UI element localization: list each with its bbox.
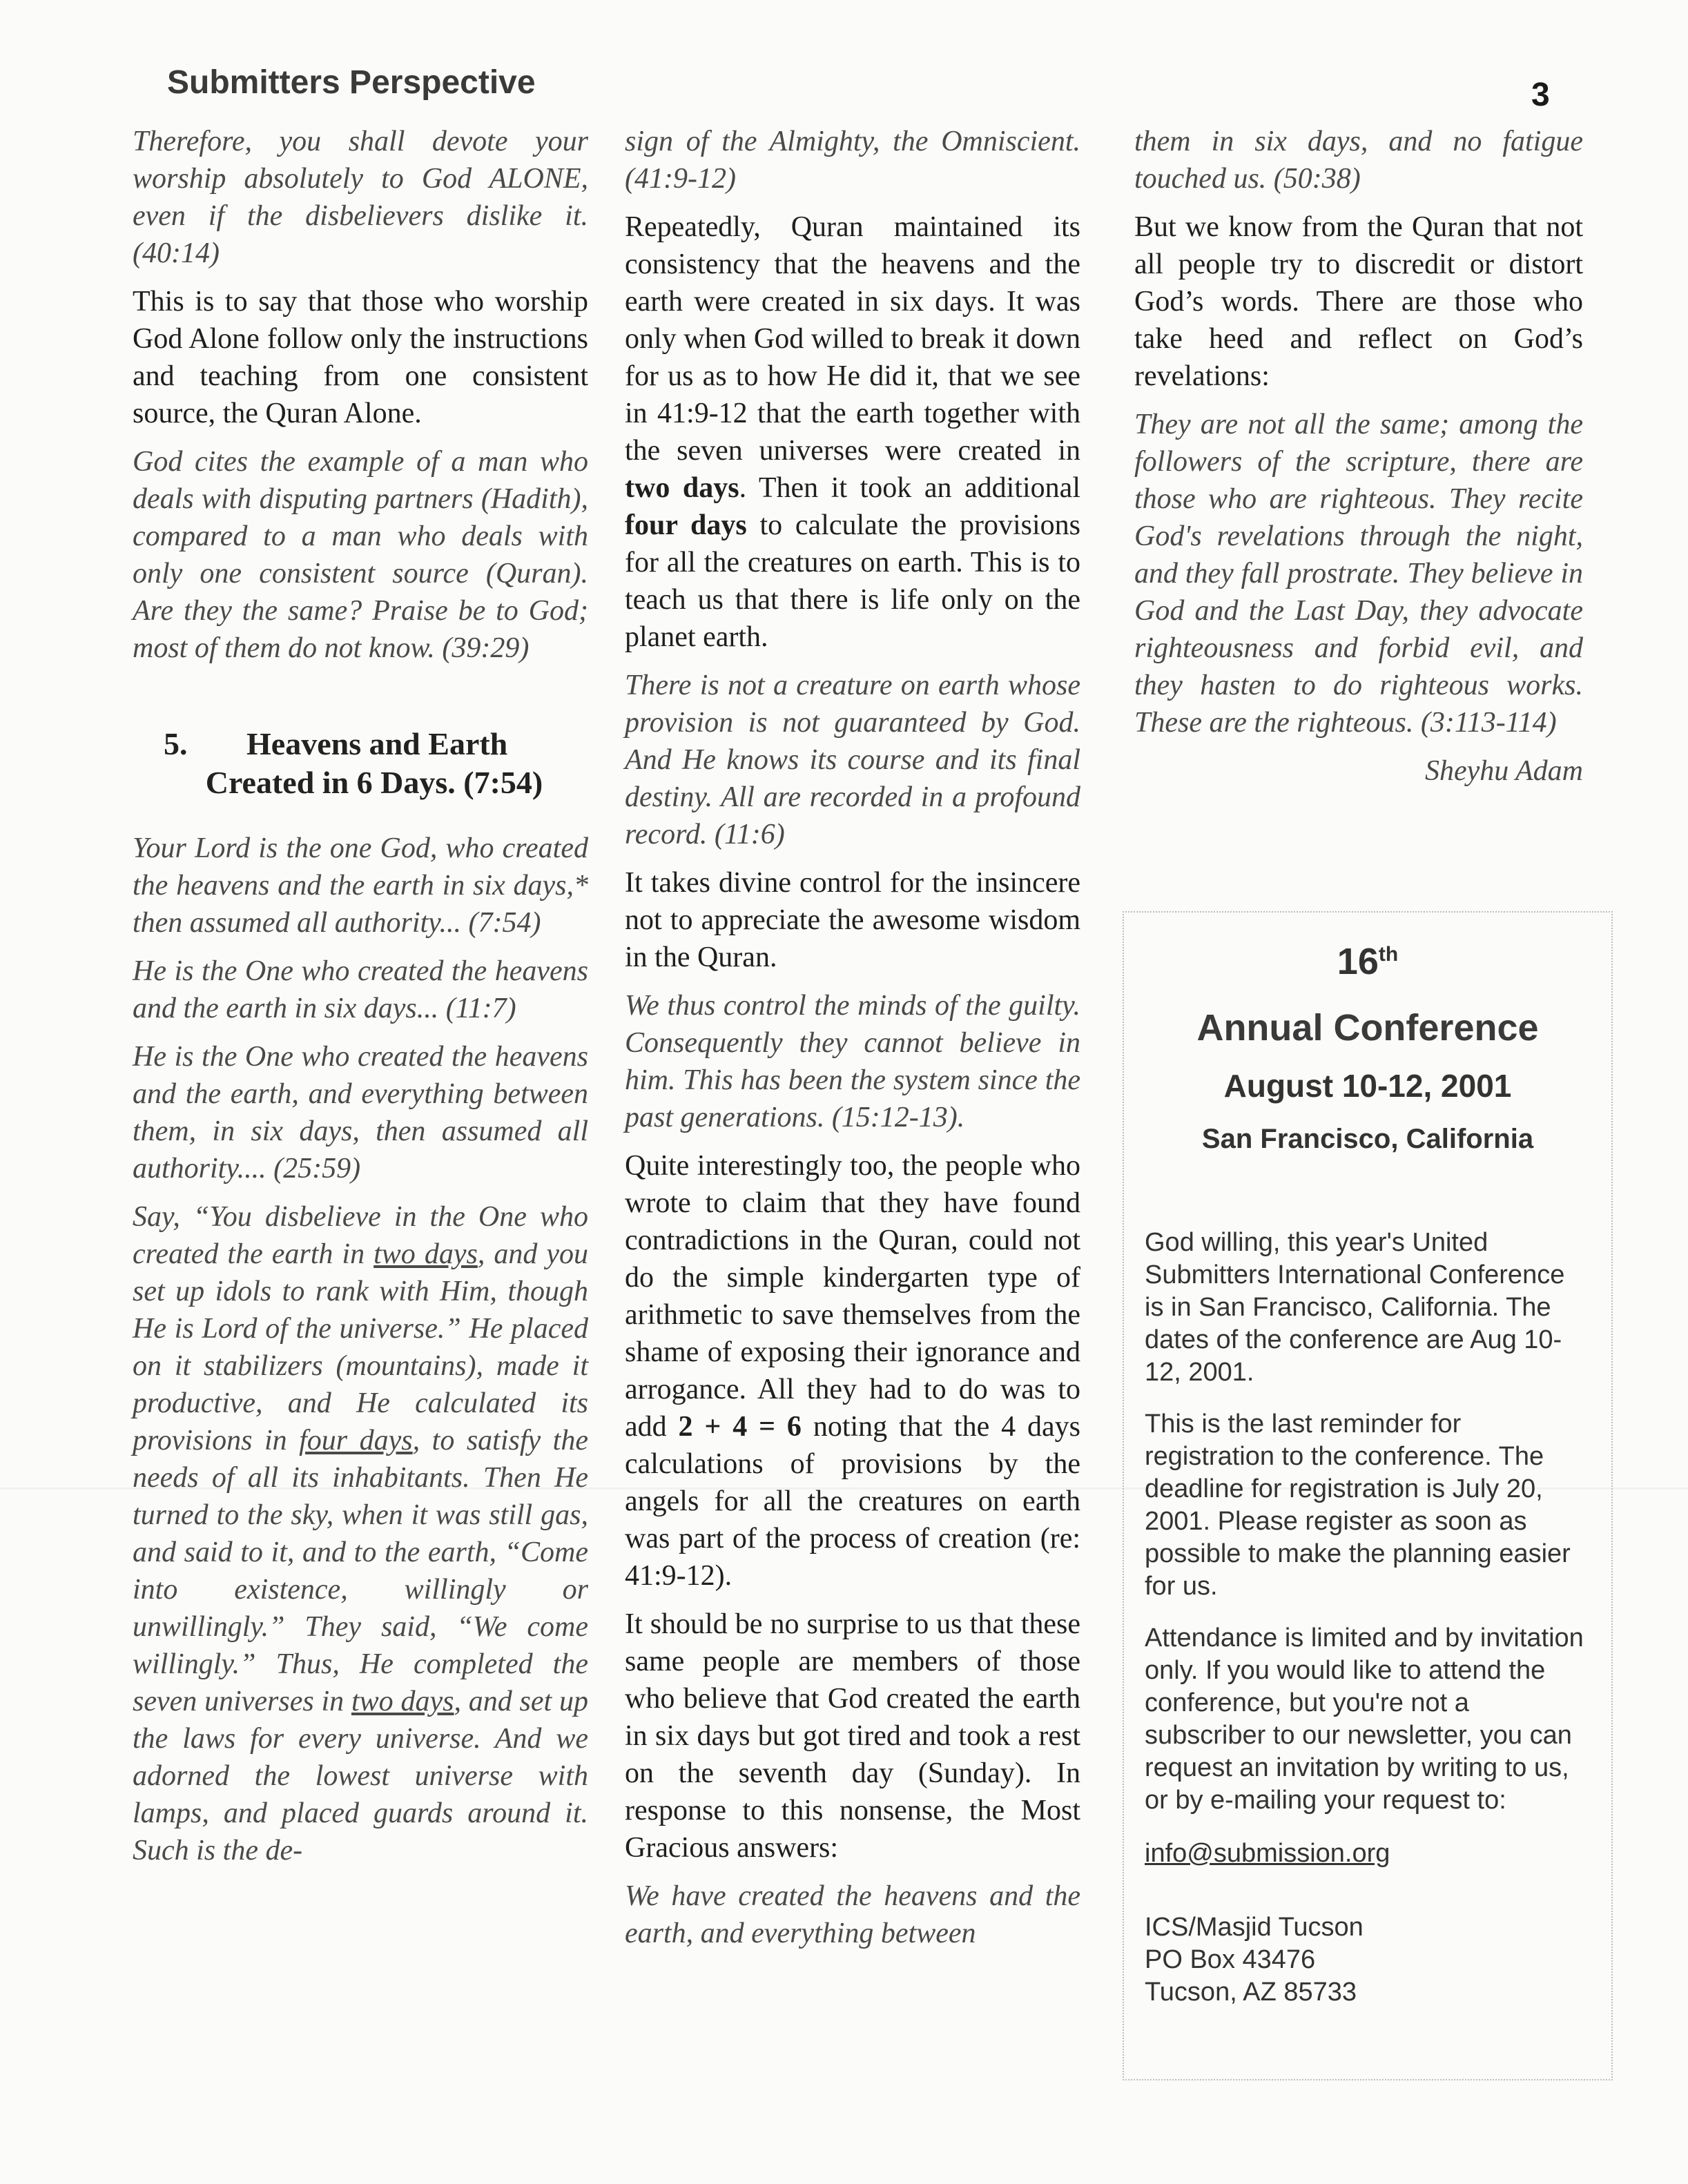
page-number: 3 [1531, 77, 1550, 113]
quote-25-59: He is the One who created the heavens and the earth, and everything between them, in six days, then assumed all authority.... (25:59) [133, 1041, 588, 1184]
section-heading-line2: Created in 6 Days. (7:54) [205, 765, 543, 800]
column-1 [133, 123, 588, 1880]
paragraph-text: . Then it took an additional [739, 472, 1080, 504]
column-2 [625, 123, 1080, 1963]
quote-text: , and you set up idols to rank with Him, though He is Lord of the universe.” He placed on it stabilizers (mountains), made it productive, and He calculated its provisions in [133, 1238, 588, 1456]
quote-39-29: God cites the example of a man who deals with disputing partners (Hadith), compared to a man who deals with only one consistent source (Quran). Are they the same? Praise be to God; most of them do not know. (39:29) [133, 446, 588, 664]
address-line: Tucson, AZ 85733 [1145, 1978, 1357, 2007]
conference-paragraph: God willing, this year's United Submitters International Conference is in San Francisco, California. The dates of the conference are Aug 10-12, 2001. [1145, 1228, 1565, 1387]
paragraph [625, 208, 1080, 656]
paragraph: This is to say that those who worship God Alone follow only the instructions and teaching from one consistent source, the Quran Alone. [133, 286, 588, 429]
quote-11-7: He is the One who created the heavens and the earth in six days... (11:7) [133, 955, 588, 1024]
paragraph-text: Repeatedly, Quran maintained its consistency that the heavens and the earth were created in six days. It was only when God willed to break it down for us as to how He did it, that we see in 41:9-12 that the earth together with the seven universes were created in [625, 211, 1080, 467]
paragraph: But we know from the Quran that not all people try to discredit or distort God’s words. There are those who take heed and reflect on God’s revelations: [1134, 211, 1583, 392]
quote-text: Say, “You disbelieve in the One who created the earth in [133, 1201, 588, 1270]
conference-paragraph: This is the last reminder for registration to the conference. The deadline for registration is July 20, 2001. Please register as soon as possible to make the planning easier for us. [1145, 1410, 1571, 1601]
quote-15-12-13: We thus control the minds of the guilty. Consequently they cannot believe in him. This has been the system since the past generations. (15:12-13). [625, 990, 1080, 1133]
contact-email[interactable]: info@submission.org [1145, 1839, 1390, 1868]
column-3 [1134, 123, 1583, 801]
underlined-phrase: two days [374, 1238, 478, 1270]
paragraph-text: Quite interestingly too, the people who wrote to claim that they have found contradictions in the Quran, could not do the simple kindergarten type of arithmetic to save themselves from the shame of exposing their ignorance and arrogance. All they had to do was to add [625, 1150, 1080, 1443]
section-number: 5. [164, 726, 188, 761]
quote-continued: them in six days, and no fatigue touched us. (50:38) [1134, 126, 1583, 195]
underlined-phrase: four days [299, 1425, 413, 1456]
bold-phrase: four days [625, 509, 747, 541]
quote-continued: sign of the Almighty, the Omniscient. (41:9-12) [625, 126, 1080, 195]
conference-paragraph: Attendance is limited and by invitation only. If you would like to attend the conference, but you're not a subscriber to our newsletter, you can request an invitation by writing to us, or by e-mailing your request to: [1145, 1624, 1584, 1815]
section-heading [133, 725, 588, 802]
quote-text: , to satisfy the needs of all its inhabitants. Then He turned to the sky, when it was still gas, and said to it, and to the earth, “Come into existence, willingly or unwillingly.” They said, “We come willingly.” Thus, He completed the seven universes in [133, 1425, 588, 1717]
underlined-phrase: two days [351, 1686, 454, 1717]
conference-dates: August 10-12, 2001 [1223, 1068, 1512, 1104]
bold-equation: 2 + 4 = 6 [678, 1411, 802, 1443]
conference-announcement-box [1123, 911, 1613, 2080]
ordinal-suffix: th [1378, 943, 1399, 966]
address-line: ICS/Masjid Tucson [1145, 1913, 1364, 1942]
paragraph: It takes divine control for the insincere not to appreciate the awesome wisdom in the Quran. [625, 867, 1080, 973]
quote-7-54: Your Lord is the one God, who created the heavens and the earth in six days,* then assumed all authority... (7:54) [133, 832, 588, 939]
quote-40-14: Therefore, you shall devote your worship absolutely to God ALONE, even if the disbelievers dislike it. (40:14) [133, 126, 588, 269]
author-signature: Sheyhu Adam [1424, 755, 1583, 787]
section-heading-line1: Heavens and Earth [246, 726, 508, 761]
quote-3-113-114: They are not all the same; among the followers of the scripture, there are those who are righteous. They recite God's revelations through the night, and they fall prostrate. They believe in God and the Last Day, they advocate righteousness and forbid evil, and they hasten to do righteous works. These are the righteous. (3:113-114) [1134, 409, 1583, 739]
conference-title: Annual Conference [1196, 1007, 1539, 1049]
newsletter-title: Submitters Perspective [167, 64, 536, 101]
paragraph [625, 1147, 1080, 1595]
mailing-address [1145, 1911, 1591, 2009]
bold-phrase: two days [625, 472, 739, 504]
paragraph: It should be no surprise to us that these same people are members of those who believe that God created the earth in six days but got tired and took a rest on the seventh day (Sunday). In response to this nonsense, the Most Gracious answers: [625, 1608, 1080, 1864]
quote-41-9-12 [133, 1198, 588, 1869]
quote-50-38: We have created the heavens and the earth, and everything between [625, 1880, 1080, 1949]
quote-11-6: There is not a creature on earth whose provision is not guaranteed by God. And He knows its course and its final destiny. All are recorded in a profound record. (11:6) [625, 670, 1080, 850]
paragraph-text: noting that the 4 days calculations of provisions by the angels for all the creatures on earth was part of the process of creation (re: 41:9-12). [625, 1411, 1080, 1592]
ordinal-number: 16 [1337, 941, 1379, 982]
quote-text: , and set up the laws for every universe. And we adorned the lowest universe with lamps, and placed guards around it. Such is the de- [133, 1686, 588, 1866]
address-line: PO Box 43476 [1145, 1945, 1316, 1974]
conference-location: San Francisco, California [1201, 1124, 1534, 1154]
paragraph-text: to calculate the provisions for all the creatures on earth. This is to teach us that there is life only on the planet earth. [625, 509, 1080, 653]
conference-ordinal [1124, 940, 1611, 983]
